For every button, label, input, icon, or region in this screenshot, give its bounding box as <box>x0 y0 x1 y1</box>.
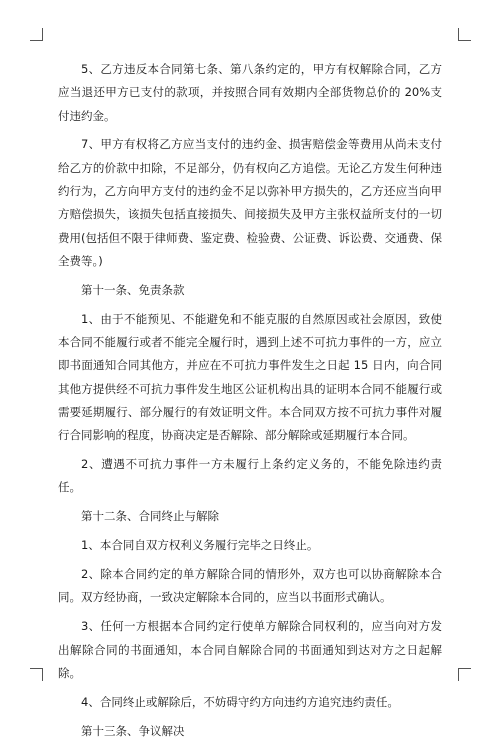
clause-paragraph: 5、乙方违反本合同第七条、第八条约定的，甲方有权解除合同，乙方应当退还甲方已支付的款项，并按照合同有效期内全部货物总价的 20%支付违约金。 <box>58 62 442 123</box>
crop-mark-top-right <box>458 28 471 41</box>
clause-paragraph: 2、除本合同约定的单方解除合同的情形外，双方也可以协商解除本合同。双方经协商，一致决定解除本合同的，应当以书面形式确认。 <box>58 567 442 605</box>
crop-mark-top-left <box>30 28 43 41</box>
crop-mark-bottom-left <box>30 668 43 681</box>
section-heading: 第十一条、免责条款 <box>81 282 185 297</box>
section-heading: 第十二条、合同终止与解除 <box>81 509 219 524</box>
crop-mark-bottom-right <box>458 668 471 681</box>
clause-paragraph: 3、任何一方根据本合同约定行使单方解除合同权利的，应当向对方发出解除合同的书面通知，本合同自解除合同的书面通知到达对方之日起解除。 <box>58 619 442 680</box>
clause-paragraph: 7、甲方有权将乙方应当支付的违约金、损害赔偿金等费用从尚未支付给乙方的价款中扣除，不足部分，仍有权向乙方追偿。无论乙方发生何种违约行为，乙方向甲方支付的违约金不足以弥补甲方损失的，乙方还应当向甲方赔偿损失，该损失包括直接损失、间接损失及甲方主张权益所支付的一切费用(包括但不限于律师费、鉴定费、检验费、公证费、诉讼费、交通费、保全费等。) <box>58 137 442 268</box>
clause-paragraph: 2、遭遇不可抗力事件一方未履行上条约定义务的，不能免除违约责任。 <box>58 457 442 495</box>
clause-paragraph: 1、由于不能预见、不能避免和不能克服的自然原因或社会原因，致使本合同不能履行或者不能完全履行时，遇到上述不可抗力事件的一方，应立即书面通知合同其他方，并应在不可抗力事件发生之日起 15 日内，向合同其他方提供经不可抗力事件发生地区公证机构出具的证明本合同不能履行或需要延期履行、部分履行的有效证明文件。本合同双方按不可抗力事件对履行合同影响的程度，协商决定是否解除、部分解除或延期履行本合同。 <box>58 311 442 443</box>
section-heading: 第十三条、争议解决 <box>81 723 185 738</box>
clause-paragraph: 1、本合同自双方权利义务履行完毕之日终止。 <box>81 538 319 553</box>
document-body <box>58 58 442 749</box>
clause-paragraph: 4、合同终止或解除后，不妨碍守约方向违约方追究违约责任。 <box>81 694 399 709</box>
